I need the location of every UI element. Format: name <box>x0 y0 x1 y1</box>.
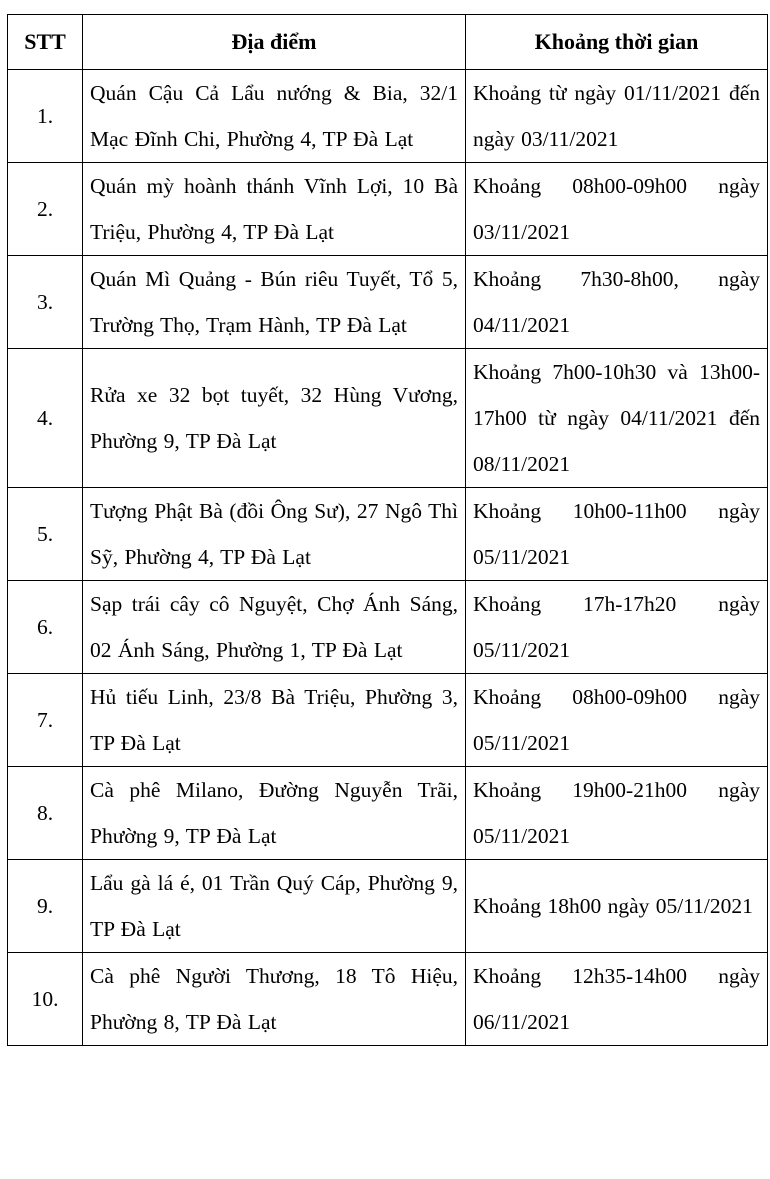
row-time: Khoảng 10h00-11h00 ngày 05/11/2021 <box>466 488 768 581</box>
row-place: Quán mỳ hoành thánh Vĩnh Lợi, 10 Bà Triệu, Phường 4, TP Đà Lạt <box>83 163 466 256</box>
row-place: Rửa xe 32 bọt tuyết, 32 Hùng Vương, Phường 9, TP Đà Lạt <box>83 349 466 488</box>
table-row <box>8 488 768 581</box>
table-row <box>8 674 768 767</box>
row-stt: 4. <box>8 349 83 488</box>
header-time: Khoảng thời gian <box>466 15 768 70</box>
row-place: Cà phê Milano, Đường Nguyễn Trãi, Phường 9, TP Đà Lạt <box>83 767 466 860</box>
row-place: Quán Mì Quảng - Bún riêu Tuyết, Tổ 5, Trường Thọ, Trạm Hành, TP Đà Lạt <box>83 256 466 349</box>
row-time: Khoảng 12h35-14h00 ngày 06/11/2021 <box>466 953 768 1046</box>
table-row <box>8 767 768 860</box>
row-time: Khoảng 08h00-09h00 ngày 05/11/2021 <box>466 674 768 767</box>
table-row <box>8 70 768 163</box>
table-row <box>8 953 768 1046</box>
row-stt: 6. <box>8 581 83 674</box>
row-place: Hủ tiếu Linh, 23/8 Bà Triệu, Phường 3, TP Đà Lạt <box>83 674 466 767</box>
table-row <box>8 581 768 674</box>
row-stt: 3. <box>8 256 83 349</box>
row-time: Khoảng 17h-17h20 ngày 05/11/2021 <box>466 581 768 674</box>
table-row <box>8 860 768 953</box>
header-stt: STT <box>8 15 83 70</box>
row-place: Quán Cậu Cả Lẩu nướng & Bia, 32/1 Mạc Đĩnh Chi, Phường 4, TP Đà Lạt <box>83 70 466 163</box>
row-stt: 8. <box>8 767 83 860</box>
row-stt: 9. <box>8 860 83 953</box>
table-row <box>8 163 768 256</box>
row-time: Khoảng từ ngày 01/11/2021 đến ngày 03/11/2021 <box>466 70 768 163</box>
row-stt: 2. <box>8 163 83 256</box>
header-row <box>8 15 768 70</box>
table-row <box>8 256 768 349</box>
row-time: Khoảng 18h00 ngày 05/11/2021 <box>466 860 768 953</box>
table-row <box>8 349 768 488</box>
row-place: Tượng Phật Bà (đồi Ông Sư), 27 Ngô Thì Sỹ, Phường 4, TP Đà Lạt <box>83 488 466 581</box>
header-place: Địa điểm <box>83 15 466 70</box>
row-stt: 1. <box>8 70 83 163</box>
row-time: Khoảng 7h30-8h00, ngày 04/11/2021 <box>466 256 768 349</box>
locations-table <box>7 14 768 1046</box>
row-time: Khoảng 08h00-09h00 ngày 03/11/2021 <box>466 163 768 256</box>
row-place: Cà phê Người Thương, 18 Tô Hiệu, Phường 8, TP Đà Lạt <box>83 953 466 1046</box>
row-time: Khoảng 19h00-21h00 ngày 05/11/2021 <box>466 767 768 860</box>
row-place: Lẩu gà lá é, 01 Trần Quý Cáp, Phường 9, TP Đà Lạt <box>83 860 466 953</box>
row-place: Sạp trái cây cô Nguyệt, Chợ Ánh Sáng, 02 Ánh Sáng, Phường 1, TP Đà Lạt <box>83 581 466 674</box>
row-time: Khoảng 7h00-10h30 và 13h00-17h00 từ ngày 04/11/2021 đến 08/11/2021 <box>466 349 768 488</box>
row-stt: 5. <box>8 488 83 581</box>
row-stt: 10. <box>8 953 83 1046</box>
row-stt: 7. <box>8 674 83 767</box>
